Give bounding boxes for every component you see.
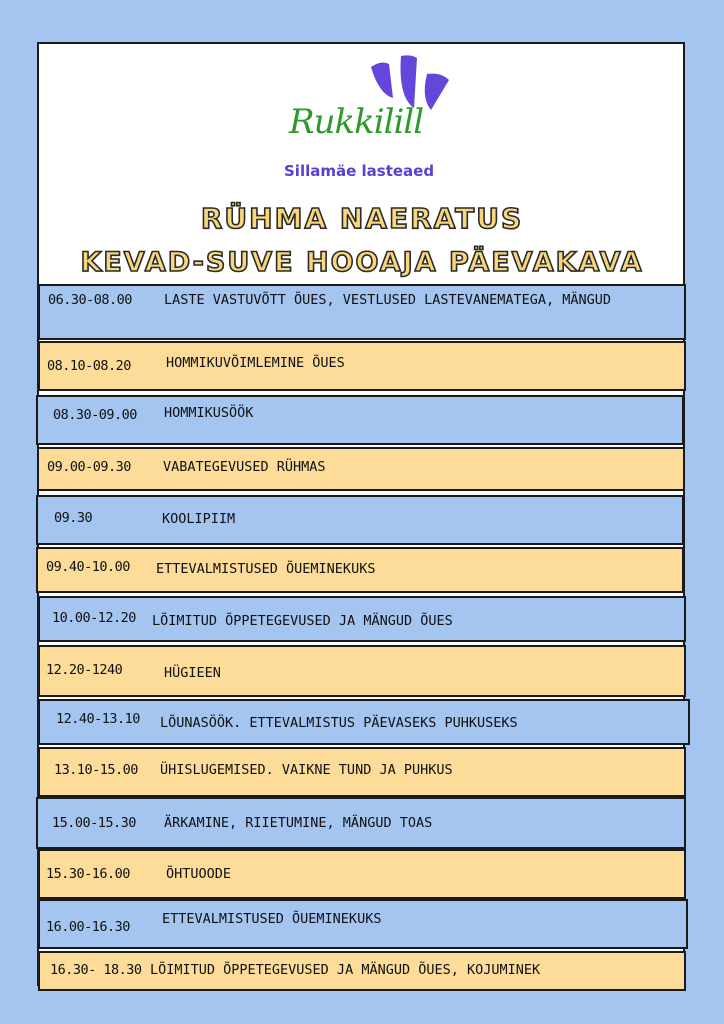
schedule-time: 09.00-09.30	[47, 459, 131, 475]
schedule-row	[36, 495, 684, 545]
schedule-row	[38, 284, 686, 340]
schedule-activity: HÜGIEEN	[164, 665, 221, 681]
schedule-time: 09.30	[54, 510, 93, 526]
schedule-activity: VABATEGEVUSED RÜHMAS	[163, 459, 326, 475]
schedule-time: 15.00-15.30	[52, 815, 136, 831]
schedule-time: 08.10-08.20	[47, 358, 131, 374]
schedule-activity: LASTE VASTUVÕTT ÕUES, VESTLUSED LASTEVANEMATEGA, MÄNGUD	[164, 292, 612, 308]
schedule-row	[38, 747, 686, 797]
schedule-time: 12.20-1240	[46, 662, 123, 678]
schedule-row	[38, 849, 686, 899]
schedule-activity: ETTEVALMISTUSED ÕUEMINEKUKS	[162, 911, 382, 927]
schedule-activity: KOOLIPIIM	[162, 511, 236, 527]
schedule-row	[38, 699, 690, 745]
schedule-activity: HOMMIKUSÖÖK	[164, 405, 254, 421]
schedule-row	[37, 447, 685, 491]
logo	[270, 52, 470, 187]
group-title: RÜHMA NAERATUS	[200, 202, 524, 235]
schedule-time: 16.30- 18.30	[50, 962, 142, 978]
logo-subtitle: Sillamäe lasteaed	[284, 162, 435, 180]
schedule-activity: LÕIMITUD ÕPPETEGEVUSED JA MÄNGUD ÕUES, KOJUMINEK	[150, 962, 541, 978]
schedule-time: 09.40-10.00	[46, 559, 130, 575]
schedule-activity: LÕUNASÖÖK. ETTEVALMISTUS PÄEVASEKS PUHKUSEKS	[160, 715, 518, 731]
schedule-time: 12.40-13.10	[56, 711, 140, 727]
schedule-title: KEVAD-SUVE HOOAJA PÄEVAKAVA	[80, 247, 644, 278]
schedule-time: 13.10-15.00	[54, 762, 138, 778]
schedule-time: 06.30-08.00	[48, 292, 132, 308]
schedule-activity: ÜHISLUGEMISED. VAIKNE TUND JA PUHKUS	[160, 762, 453, 778]
schedule-activity: ETTEVALMISTUSED ÕUEMINEKUKS	[156, 561, 376, 577]
schedule-time: 08.30-09.00	[53, 407, 137, 423]
schedule-row	[38, 645, 686, 697]
schedule-activity: ÄRKAMINE, RIIETUMINE, MÄNGUD TOAS	[164, 815, 433, 831]
schedule-row	[36, 547, 684, 593]
schedule-row	[38, 341, 686, 391]
schedule-row	[36, 797, 686, 849]
schedule-time: 10.00-12.20	[52, 610, 136, 626]
schedule-activity: LÕIMITUD ÕPPETEGEVUSED JA MÄNGUD ÕUES	[152, 613, 453, 629]
schedule-time: 16.00-16.30	[46, 919, 130, 935]
schedule-row	[38, 951, 686, 991]
schedule-row	[36, 395, 684, 445]
schedule-row	[38, 899, 688, 949]
schedule-activity: HOMMIKUVÕIMLEMINE ÕUES	[166, 355, 345, 371]
schedule-time: 15.30-16.00	[46, 866, 130, 882]
schedule-row	[38, 596, 686, 642]
logo-wordmark: Rukkilill	[289, 102, 424, 142]
schedule-activity: ÕHTUOODE	[166, 866, 232, 882]
